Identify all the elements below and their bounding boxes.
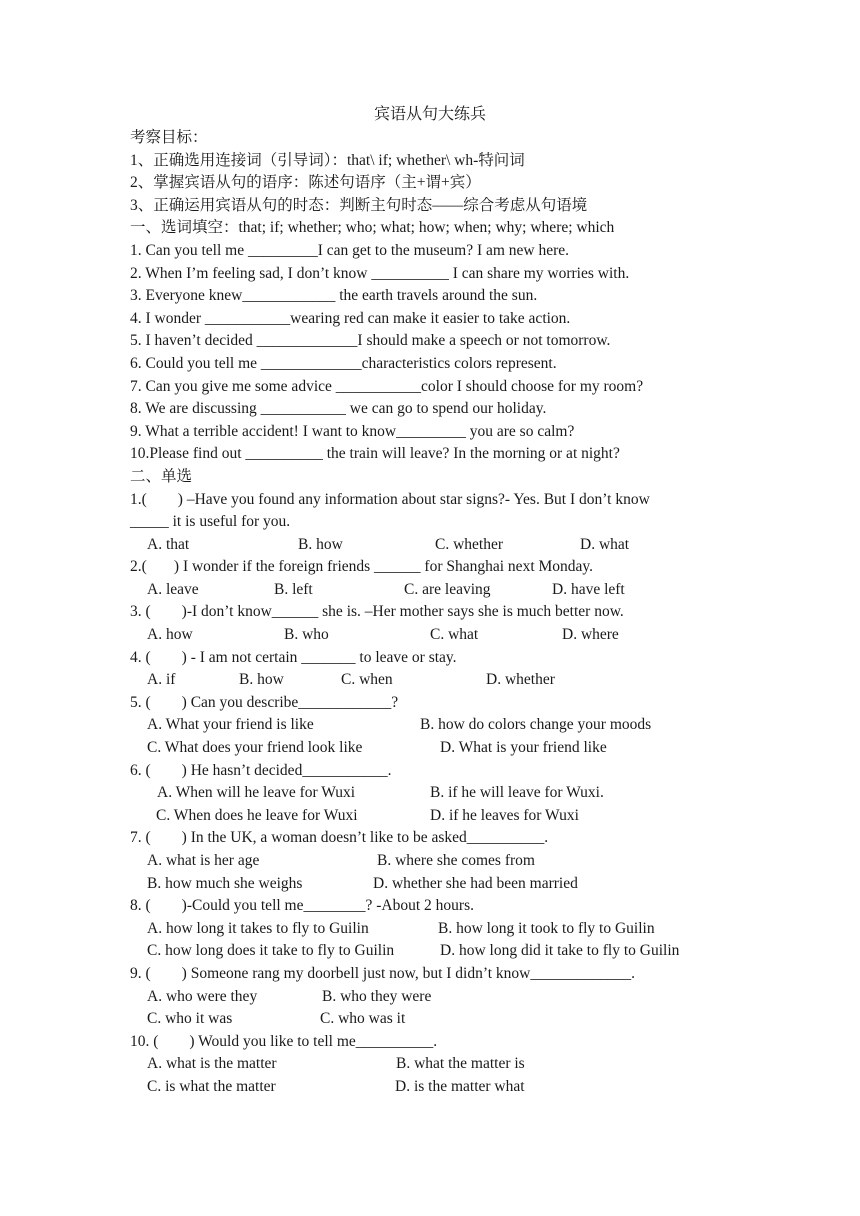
option-c: B. how much she weighs: [147, 874, 303, 892]
option-a: A. how long it takes to fly to Guilin: [147, 919, 369, 937]
fill-blank-question: 3. Everyone knew____________ the earth travels around the sun.: [130, 287, 538, 305]
mc-options-row: [130, 850, 750, 873]
objectives-heading: 考察目标：: [130, 129, 208, 146]
fill-blank-question: 7. Can you give me some advice ___________color I should choose for my room?: [130, 377, 644, 395]
mc-options-row: [130, 805, 750, 828]
mc-options-row: [130, 669, 750, 692]
option-d: D. whether: [486, 671, 555, 689]
mc-question-stem: 8. ( )-Could you tell me________? -About 2 hours.: [130, 897, 474, 915]
option-b: B. what the matter is: [396, 1055, 525, 1073]
option-a: A. leave: [147, 580, 199, 598]
option-c: C. is what the matter: [147, 1077, 276, 1095]
mc-options-row: [130, 737, 750, 760]
mc-question-stem: 9. ( ) Someone rang my doorbell just now, but I didn’t know_____________.: [130, 964, 635, 982]
fill-blank-question: 1. Can you tell me _________I can get to the museum? I am new here.: [130, 241, 570, 259]
mc-question-stem: 5. ( ) Can you describe____________?: [130, 693, 399, 711]
option-b: B. who: [284, 626, 329, 644]
option-a: A. who were they: [147, 987, 258, 1005]
mc-options-row: [130, 918, 750, 941]
option-c: C. when: [341, 671, 393, 689]
mc-question-stem: 2.( ) I wonder if the foreign friends ______ for Shanghai next Monday.: [130, 558, 594, 576]
objective-item: 3、正确运用宾语从句的时态：判断主句时态——综合考虑从句语境: [130, 196, 588, 214]
option-c: C. When does he leave for Wuxi: [156, 806, 358, 824]
fill-blank-question: 6. Could you tell me _____________characteristics colors represent.: [130, 354, 557, 372]
fill-blank-question: 9. What a terrible accident! I want to know_________ you are so calm?: [130, 422, 575, 440]
option-d: D. whether she had been married: [373, 874, 578, 892]
fill-blank-question: 5. I haven’t decided _____________I should make a speech or not tomorrow.: [130, 332, 611, 350]
mc-options-row: [130, 782, 750, 805]
mc-question-stem-cont: _____ it is useful for you.: [130, 513, 291, 531]
option-c: C. What does your friend look like: [147, 739, 363, 757]
option-d: D. What is your friend like: [440, 739, 607, 757]
mc-options-row: [130, 873, 750, 896]
option-d: D. have left: [552, 580, 625, 598]
option-d: D. if he leaves for Wuxi: [430, 806, 579, 824]
objective-item: 1、正确选用连接词（引导词）：that\ if; whether\ wh-特问词: [130, 151, 525, 169]
fill-blank-question: 4. I wonder ___________wearing red can make it easier to take action.: [130, 309, 571, 327]
option-b: B. if he will leave for Wuxi.: [430, 784, 604, 802]
mc-question-stem: 6. ( ) He hasn’t decided___________.: [130, 761, 392, 779]
option-c: C. whether: [435, 535, 504, 553]
option-d: D. what: [580, 535, 630, 553]
option-a: A. if: [147, 671, 176, 689]
option-d: D. how long did it take to fly to Guilin: [440, 942, 680, 960]
mc-options-row: [130, 1008, 750, 1031]
fill-blank-question: 10.Please find out __________ the train will leave? In the morning or at night?: [130, 445, 620, 463]
mc-options-row: [130, 714, 750, 737]
option-b: B. where she comes from: [377, 852, 535, 869]
mc-options-row: [130, 624, 750, 647]
option-b: B. how: [239, 671, 284, 689]
option-b: B. how do colors change your moods: [420, 716, 652, 734]
mc-question-stem: 7. ( ) In the UK, a woman doesn’t like to be asked__________.: [130, 829, 549, 847]
option-d: C. who was it: [320, 1010, 406, 1028]
mc-options-row: [130, 1053, 750, 1076]
mc-options-row: [130, 534, 750, 557]
option-a: A. what is the matter: [147, 1055, 277, 1073]
option-b: B. left: [274, 580, 313, 598]
mc-options-row: [130, 986, 750, 1009]
option-c: C. are leaving: [404, 580, 491, 598]
option-a: A. What your friend is like: [147, 716, 314, 734]
option-b: B. who they were: [322, 987, 432, 1005]
option-d: D. is the matter what: [395, 1077, 525, 1095]
mc-question-stem: 3. ( )-I don’t know______ she is. –Her mother says she is much better now.: [130, 603, 624, 621]
option-c: C. who it was: [147, 1010, 233, 1028]
option-a: A. that: [147, 535, 190, 553]
option-c: C. how long does it take to fly to Guilin: [147, 942, 395, 960]
mc-options-row: [130, 940, 750, 963]
worksheet-body: [130, 127, 750, 1099]
option-d: D. where: [562, 626, 619, 644]
mc-options-row: [130, 1076, 750, 1099]
fill-blank-question: 8. We are discussing ___________ we can go to spend our holiday.: [130, 400, 547, 418]
worksheet-title: 宾语从句大练兵: [373, 106, 486, 123]
option-a: A. how: [147, 626, 193, 644]
mc-question-stem: 4. ( ) - I am not certain _______ to leave or stay.: [130, 648, 457, 666]
mc-options-row: [130, 579, 750, 602]
part2-heading: 二、单选: [130, 467, 193, 485]
option-c: C. what: [430, 626, 479, 644]
mc-question-stem: 1.( ) –Have you found any information about star signs?- Yes. But I don’t know: [130, 490, 650, 508]
option-b: B. how long it took to fly to Guilin: [438, 919, 655, 937]
mc-question-stem: 10. ( ) Would you like to tell me__________.: [130, 1032, 438, 1050]
part1-heading: 一、选词填空：that; if; whether; who; what; how; when; why; where; which: [130, 219, 615, 237]
objective-item: 2、掌握宾语从句的语序：陈述句语序（主+谓+宾）: [130, 174, 481, 192]
option-a: A. what is her age: [147, 852, 260, 869]
option-a: A. When will he leave for Wuxi: [157, 784, 356, 802]
option-b: B. how: [298, 535, 343, 553]
fill-blank-question: 2. When I’m feeling sad, I don’t know __________ I can share my worries with.: [130, 264, 630, 282]
